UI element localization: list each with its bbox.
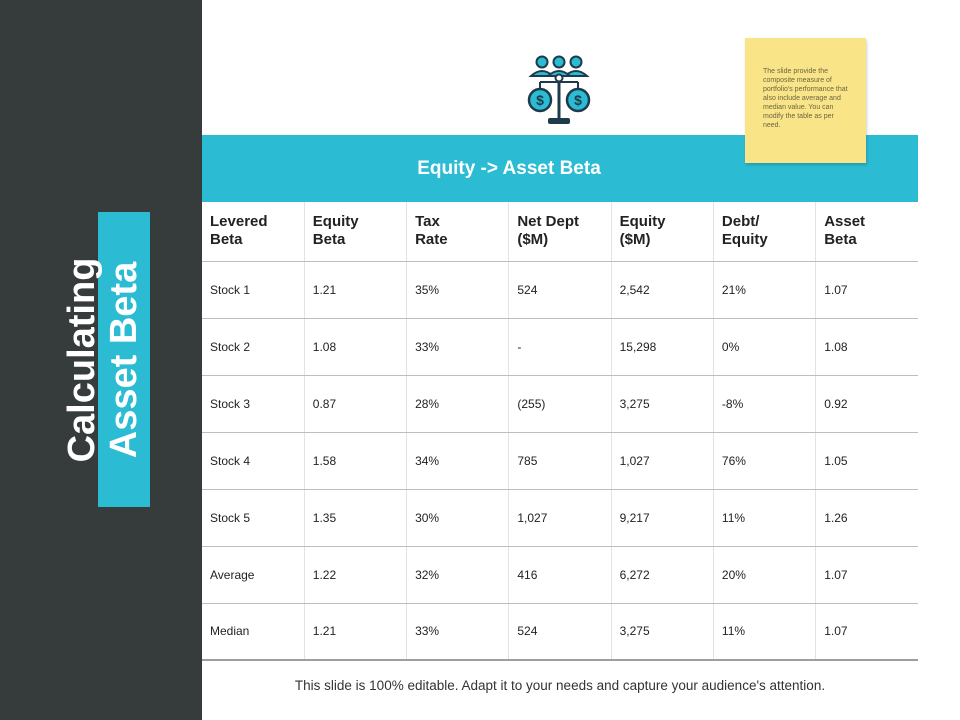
table-cell: 11% <box>713 603 815 660</box>
balance-scale-dollar-icon <box>524 54 594 128</box>
table-cell: 35% <box>407 261 509 318</box>
title-line-1: Calculating <box>61 257 103 462</box>
table-cell: Average <box>202 546 304 603</box>
table-cell: 0.87 <box>304 375 406 432</box>
column-header: Net Dept ($M) <box>509 202 611 261</box>
table-cell: 1.26 <box>816 489 918 546</box>
table-cell: 11% <box>713 489 815 546</box>
table-row <box>202 261 918 318</box>
table-cell: - <box>509 318 611 375</box>
table-cell: 3,275 <box>611 375 713 432</box>
table-cell: 1,027 <box>611 432 713 489</box>
table-cell: 1.22 <box>304 546 406 603</box>
table-cell: Stock 2 <box>202 318 304 375</box>
table-cell: 524 <box>509 603 611 660</box>
table-cell: 34% <box>407 432 509 489</box>
table-header-row <box>202 202 918 261</box>
table-cell: 20% <box>713 546 815 603</box>
slide-title <box>58 212 150 507</box>
table-row <box>202 546 918 603</box>
sticky-note-text: The slide provide the composite measure of portfolio's performance that also include average and median value. You can modify the table as per need. <box>763 68 848 129</box>
table-cell: -8% <box>713 375 815 432</box>
table-row <box>202 603 918 660</box>
column-header: Debt/ Equity <box>713 202 815 261</box>
column-header: Equity ($M) <box>611 202 713 261</box>
table-cell: 3,275 <box>611 603 713 660</box>
table-cell: 33% <box>407 318 509 375</box>
sticky-note <box>745 38 866 163</box>
table-cell: 1.58 <box>304 432 406 489</box>
table-cell: 1.08 <box>304 318 406 375</box>
beta-table <box>202 202 918 661</box>
table-row <box>202 432 918 489</box>
table-cell: 1.35 <box>304 489 406 546</box>
table-row <box>202 489 918 546</box>
svg-text:$: $ <box>536 92 544 108</box>
table-cell: 9,217 <box>611 489 713 546</box>
column-header: Equity Beta <box>304 202 406 261</box>
table-cell: 1.08 <box>816 318 918 375</box>
table-cell: Stock 5 <box>202 489 304 546</box>
footer-caption: This slide is 100% editable. Adapt it to your needs and capture your audience's attention. <box>294 678 826 693</box>
table-cell: 76% <box>713 432 815 489</box>
table-cell: 1.21 <box>304 261 406 318</box>
table-row <box>202 375 918 432</box>
table-cell: 2,542 <box>611 261 713 318</box>
table-cell: 1.21 <box>304 603 406 660</box>
table-cell: 33% <box>407 603 509 660</box>
table-cell: 416 <box>509 546 611 603</box>
table-row <box>202 318 918 375</box>
table-cell: 1.07 <box>816 261 918 318</box>
table-cell: (255) <box>509 375 611 432</box>
column-header: Asset Beta <box>816 202 918 261</box>
table-cell: 0% <box>713 318 815 375</box>
table-cell: 1.05 <box>816 432 918 489</box>
table-title: Equity -> Asset Beta <box>417 158 601 179</box>
table-cell: 1.07 <box>816 546 918 603</box>
table-cell: 30% <box>407 489 509 546</box>
table-cell: 785 <box>509 432 611 489</box>
table-cell: 524 <box>509 261 611 318</box>
table-cell: 6,272 <box>611 546 713 603</box>
table-cell: Stock 3 <box>202 375 304 432</box>
table-cell: 0.92 <box>816 375 918 432</box>
table-cell: Median <box>202 603 304 660</box>
title-line-2: Asset Beta <box>103 261 145 458</box>
table-cell: Stock 4 <box>202 432 304 489</box>
svg-text:$: $ <box>574 92 582 108</box>
table-cell: 15,298 <box>611 318 713 375</box>
sidebar-panel <box>0 0 202 720</box>
table-cell: 1.07 <box>816 603 918 660</box>
column-header: Tax Rate <box>407 202 509 261</box>
table-cell: 28% <box>407 375 509 432</box>
table-cell: 1,027 <box>509 489 611 546</box>
table-cell: 32% <box>407 546 509 603</box>
table-cell: 21% <box>713 261 815 318</box>
table-cell: Stock 1 <box>202 261 304 318</box>
column-header: Levered Beta <box>202 202 304 261</box>
